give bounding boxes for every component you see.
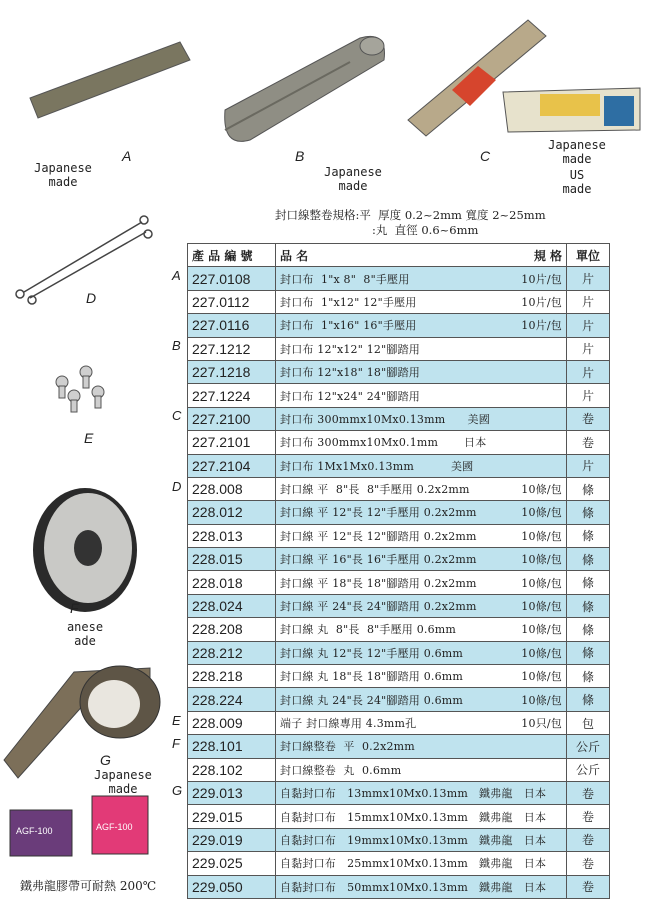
product-code: 228.224: [188, 688, 276, 711]
table-row: [188, 267, 610, 290]
product-spec: 10條/包: [521, 506, 562, 520]
product-unit: 卷: [567, 805, 610, 828]
product-unit: 卷: [567, 852, 610, 875]
table-row: [188, 618, 610, 641]
header-spec: 規 格: [533, 248, 562, 263]
item-b-origin: Japanese made: [324, 165, 382, 193]
table-row: [188, 501, 610, 524]
product-spec: 10只/包: [521, 717, 562, 730]
product-name: 封口布 1"x 8" 8"手壓用: [280, 272, 410, 286]
product-unit: 片: [567, 360, 610, 383]
group-letter: G: [172, 782, 183, 798]
spec-line-1: 封口線整卷規格:平 厚度 0.2~2mm 寬度 2~25mm: [275, 208, 546, 222]
product-name-cell: [276, 548, 567, 571]
product-code: 229.013: [188, 781, 276, 804]
product-unit: 卷: [567, 407, 610, 430]
product-name-cell: [276, 735, 567, 758]
product-code: 228.009: [188, 711, 276, 734]
product-unit: 條: [567, 641, 610, 664]
product-code: 228.101: [188, 735, 276, 758]
table-row: [188, 781, 610, 804]
product-name-cell: [276, 594, 567, 617]
product-name: 封口線整卷 丸 0.6mm: [280, 763, 402, 777]
product-name-cell: [276, 571, 567, 594]
product-code: 228.018: [188, 571, 276, 594]
product-name: 封口線 丸 12"長 12"手壓用 0.6mm: [280, 646, 464, 660]
item-c-origin-us: US made: [562, 168, 592, 196]
product-spec: 10條/包: [521, 576, 562, 590]
product-unit: 片: [567, 267, 610, 290]
table-row: [188, 384, 610, 407]
product-code: 227.0112: [188, 290, 276, 313]
product-name: 自黏封口布 50mmx10Mx0.13mm 鐵弗龍 日本: [280, 880, 547, 894]
item-d-image: [16, 216, 152, 304]
item-f-image: [33, 488, 137, 612]
table-row: [188, 407, 610, 430]
item-g-image: [4, 666, 160, 778]
product-name-cell: [276, 314, 567, 337]
item-e-image: [56, 366, 104, 412]
product-spec: 10條/包: [521, 646, 562, 660]
product-name: 封口布 300mmx10Mx0.13mm 美國: [280, 412, 490, 426]
product-unit: 片: [567, 290, 610, 313]
item-c-origin-japan: Japanese made: [548, 138, 606, 166]
product-spec: 10條/包: [521, 623, 562, 637]
product-code: 228.008: [188, 477, 276, 500]
product-name-cell: [276, 641, 567, 664]
item-a-origin: Japanese made: [34, 161, 92, 189]
product-unit: 條: [567, 688, 610, 711]
item-d-letter: D: [86, 290, 97, 306]
product-code: 227.0116: [188, 314, 276, 337]
product-name: 封口線 平 8"長 8"手壓用 0.2x2mm: [280, 483, 470, 497]
product-unit: 條: [567, 524, 610, 547]
product-name: 封口布 12"x24" 24"腳踏用: [280, 389, 420, 403]
product-spec: 10條/包: [521, 529, 562, 543]
product-code: 228.208: [188, 618, 276, 641]
table-row: [188, 314, 610, 337]
product-unit: 卷: [567, 875, 610, 898]
tape-caption: 鐵弗龍膠帶可耐熱 200℃: [20, 879, 157, 893]
header-name-spec: [276, 244, 567, 267]
product-name: 封口布 1"x16" 16"手壓用: [280, 319, 417, 333]
item-a-letter: A: [122, 148, 132, 164]
product-name-cell: [276, 758, 567, 781]
product-unit: 卷: [567, 828, 610, 851]
product-unit: 公斤: [567, 735, 610, 758]
product-code: 227.2101: [188, 431, 276, 454]
product-code: 227.2104: [188, 454, 276, 477]
table-row: [188, 828, 610, 851]
item-a-image: [30, 42, 190, 118]
table-row: [188, 805, 610, 828]
spec-line-2: :丸 直徑 0.6~6mm: [372, 223, 479, 237]
product-name: 封口線 平 12"長 12"手壓用 0.2x2mm: [280, 506, 477, 520]
product-name: 自黏封口布 13mmx10Mx0.13mm 鐵弗龍 日本: [280, 787, 547, 801]
product-name: 封口線 丸 24"長 24"腳踏用 0.6mm: [280, 693, 464, 707]
table-row: [188, 875, 610, 898]
product-name: 封口布 300mmx10Mx0.1mm 日本: [280, 436, 487, 450]
product-name-cell: [276, 524, 567, 547]
product-unit: 條: [567, 594, 610, 617]
table-row: [188, 735, 610, 758]
product-spec: 10片/包: [521, 272, 562, 286]
product-code: 228.024: [188, 594, 276, 617]
product-spec: 10條/包: [521, 483, 562, 497]
product-spec: 10條/包: [521, 693, 562, 707]
product-name-cell: [276, 454, 567, 477]
table-row: [188, 454, 610, 477]
table-row: [188, 524, 610, 547]
product-code: 228.212: [188, 641, 276, 664]
product-unit: 卷: [567, 431, 610, 454]
product-name-cell: [276, 360, 567, 383]
product-name-cell: [276, 431, 567, 454]
product-name-cell: [276, 875, 567, 898]
product-code: 229.019: [188, 828, 276, 851]
product-name: 封口布 12"x12" 12"腳踏用: [280, 342, 420, 356]
table-row: [188, 477, 610, 500]
product-unit: 片: [567, 314, 610, 337]
table-row: [188, 548, 610, 571]
product-name: 封口線 丸 18"長 18"腳踏用 0.6mm: [280, 670, 464, 684]
product-code: 229.015: [188, 805, 276, 828]
table-row: [188, 594, 610, 617]
product-code: 228.102: [188, 758, 276, 781]
item-c-letter: C: [480, 148, 491, 164]
product-unit: 條: [567, 548, 610, 571]
item-c-image: [408, 20, 640, 136]
group-letter: D: [172, 478, 182, 494]
product-name: 封口布 1"x12" 12"手壓用: [280, 295, 417, 309]
table-row: [188, 337, 610, 360]
product-unit: 卷: [567, 781, 610, 804]
product-name-cell: [276, 384, 567, 407]
item-e-letter: E: [84, 430, 94, 446]
product-unit: 包: [567, 711, 610, 734]
product-name-cell: [276, 407, 567, 430]
product-name: 自黏封口布 15mmx10Mx0.13mm 鐵弗龍 日本: [280, 810, 547, 824]
product-code: 227.1218: [188, 360, 276, 383]
table-row: [188, 431, 610, 454]
product-unit: 條: [567, 571, 610, 594]
table-row: [188, 711, 610, 734]
product-name-cell: [276, 711, 567, 734]
product-code: 227.1212: [188, 337, 276, 360]
product-name: 封口布 12"x18" 18"腳踏用: [280, 366, 420, 380]
item-f-origin: anese ade: [66, 620, 104, 648]
product-name: 封口線 平 18"長 18"腳踏用 0.2x2mm: [280, 576, 477, 590]
product-name-cell: [276, 665, 567, 688]
tape-box-2-text: AGF-100: [96, 822, 133, 832]
product-code: 227.0108: [188, 267, 276, 290]
product-name: 自黏封口布 19mmx10Mx0.13mm 鐵弗龍 日本: [280, 833, 547, 847]
product-name: 封口線 平 16"長 16"手壓用 0.2x2mm: [280, 553, 477, 567]
product-unit: 條: [567, 477, 610, 500]
item-f-letter: F: [70, 600, 79, 616]
product-name-cell: [276, 828, 567, 851]
item-g-letter: G: [100, 752, 111, 768]
product-spec: 10條/包: [521, 553, 562, 567]
product-name-cell: [276, 337, 567, 360]
product-code: 228.015: [188, 548, 276, 571]
item-g-origin: Japanese made: [94, 768, 152, 796]
product-name: 封口線 丸 8"長 8"手壓用 0.6mm: [280, 623, 457, 637]
product-unit: 片: [567, 454, 610, 477]
product-name: 封口線整卷 平 0.2x2mm: [280, 740, 415, 754]
product-spec: 10片/包: [521, 319, 562, 333]
product-code: 228.012: [188, 501, 276, 524]
product-name: 封口線 平 12"長 12"腳踏用 0.2x2mm: [280, 529, 477, 543]
product-name-cell: [276, 618, 567, 641]
header-code: 產 品 編 號: [188, 244, 276, 267]
item-b-image: [225, 36, 385, 141]
table-header-row: [188, 244, 610, 267]
header-name: 品 名: [280, 248, 309, 263]
product-spec: 10片/包: [521, 295, 562, 309]
product-code: 228.218: [188, 665, 276, 688]
product-unit: 片: [567, 384, 610, 407]
product-spec: 10條/包: [521, 600, 562, 614]
table-row: [188, 360, 610, 383]
product-name-cell: [276, 267, 567, 290]
product-unit: 條: [567, 501, 610, 524]
group-letter: E: [172, 712, 181, 728]
product-name-cell: [276, 290, 567, 313]
group-letter: A: [172, 268, 181, 283]
tape-box-1-text: AGF-100: [16, 826, 53, 836]
product-unit: 條: [567, 665, 610, 688]
table-row: [188, 290, 610, 313]
table-row: [188, 571, 610, 594]
table-row: [188, 641, 610, 664]
product-name: 封口布 1Mx1Mx0.13mm 美國: [280, 459, 474, 473]
product-name-cell: [276, 781, 567, 804]
table-row: [188, 688, 610, 711]
product-name: 封口線 平 24"長 24"腳踏用 0.2x2mm: [280, 600, 477, 614]
product-name: 自黏封口布 25mmx10Mx0.13mm 鐵弗龍 日本: [280, 857, 547, 871]
table-row: [188, 852, 610, 875]
group-letter: C: [172, 408, 182, 424]
product-name-cell: [276, 805, 567, 828]
product-code: 229.025: [188, 852, 276, 875]
table-row: [188, 665, 610, 688]
product-unit: 條: [567, 618, 610, 641]
table-row: [188, 758, 610, 781]
product-name: 端子 封口線專用 4.3mm孔: [280, 717, 417, 730]
product-code: 227.2100: [188, 407, 276, 430]
product-spec: 10條/包: [521, 670, 562, 684]
product-name-cell: [276, 477, 567, 500]
product-code: 229.050: [188, 875, 276, 898]
item-b-letter: B: [295, 148, 305, 164]
group-letter: B: [172, 338, 181, 354]
product-code: 228.013: [188, 524, 276, 547]
product-unit: 片: [567, 337, 610, 360]
product-unit: 公斤: [567, 758, 610, 781]
header-unit: 單位: [567, 244, 610, 267]
product-table: [187, 243, 610, 899]
group-letter: F: [172, 736, 180, 751]
product-name-cell: [276, 688, 567, 711]
product-name-cell: [276, 852, 567, 875]
product-code: 227.1224: [188, 384, 276, 407]
product-name-cell: [276, 501, 567, 524]
